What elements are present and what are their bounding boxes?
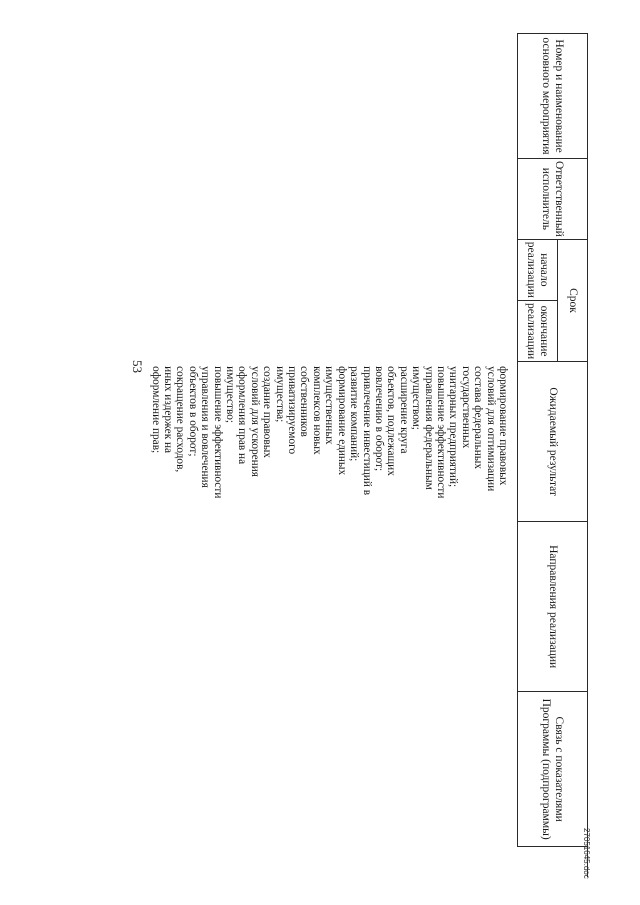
expected-result-line: объектов, подлежащих	[385, 366, 398, 476]
expected-result-line: привлечение инвестиций в	[360, 366, 373, 496]
expected-result-line: унитарных предприятий;	[447, 366, 460, 488]
expected-result-line: государственных	[459, 366, 472, 449]
header-term-start: начало реализации	[518, 239, 558, 300]
expected-result-line: сокращение расходов,	[174, 366, 187, 473]
cell-expected-result	[54, 362, 518, 522]
header-term: Срок	[558, 239, 588, 361]
expected-result-line: повышение эффективности	[434, 366, 447, 499]
table-row	[54, 34, 518, 847]
expected-result-line: иных издержек на	[162, 366, 175, 454]
expected-result-line: вовлечению в оборот;	[372, 366, 385, 472]
header-term-end: окончание реализации	[518, 300, 558, 361]
cell-directions	[54, 522, 518, 692]
expected-result-line: условий для оптимизации	[484, 366, 497, 492]
expected-result-line: расширение круга	[397, 366, 410, 454]
cell-number	[54, 34, 518, 159]
expected-result-line: управления и вовлечения	[199, 366, 212, 488]
expected-result-line: имущественных	[323, 366, 336, 445]
expected-result-line: собственников	[298, 366, 311, 437]
expected-result-line: объектов в оборот;	[186, 366, 199, 457]
page-number: 53	[130, 360, 145, 373]
file-code: 27051645.doc	[582, 828, 591, 879]
header-number: Номер и наименование основного мероприятия	[518, 34, 588, 159]
expected-result-line: комплексов новых	[310, 366, 323, 455]
expected-result-line: повышение эффективности	[211, 366, 224, 499]
expected-result-line: имущества;	[273, 366, 286, 423]
expected-result-line: оформление прав;	[149, 366, 162, 454]
expected-result-list	[149, 366, 509, 521]
expected-result-line: условий для ускорения	[248, 366, 261, 477]
cell-responsible	[54, 159, 518, 240]
header-link: Связь с показателями Программы (подпрограммы)	[518, 692, 588, 847]
expected-result-line: создание правовых	[261, 366, 274, 458]
expected-result-line: состава федеральных	[472, 366, 485, 470]
expected-result-line: формирование единых	[335, 366, 348, 476]
expected-result-line: управления федеральным	[422, 366, 435, 490]
header-directions: Направления реализации	[518, 522, 588, 692]
expected-result-line: развитие компаний;	[348, 366, 361, 462]
cell-term-start	[54, 239, 518, 300]
cell-link	[54, 692, 518, 847]
expected-result-line: оформления прав на	[236, 366, 249, 465]
expected-result-line: имущество;	[224, 366, 237, 423]
expected-result-line: имуществом;	[410, 366, 423, 430]
header-responsible: Ответственный исполнитель	[518, 159, 588, 240]
activities-table	[54, 33, 588, 847]
header-expected-result: Ожидаемый результат	[518, 362, 588, 522]
expected-result-line: приватизируемого	[286, 366, 299, 455]
cell-term-end	[54, 300, 518, 361]
expected-result-line: формирование правовых	[497, 366, 509, 486]
rotated-sheet	[63, 33, 588, 878]
